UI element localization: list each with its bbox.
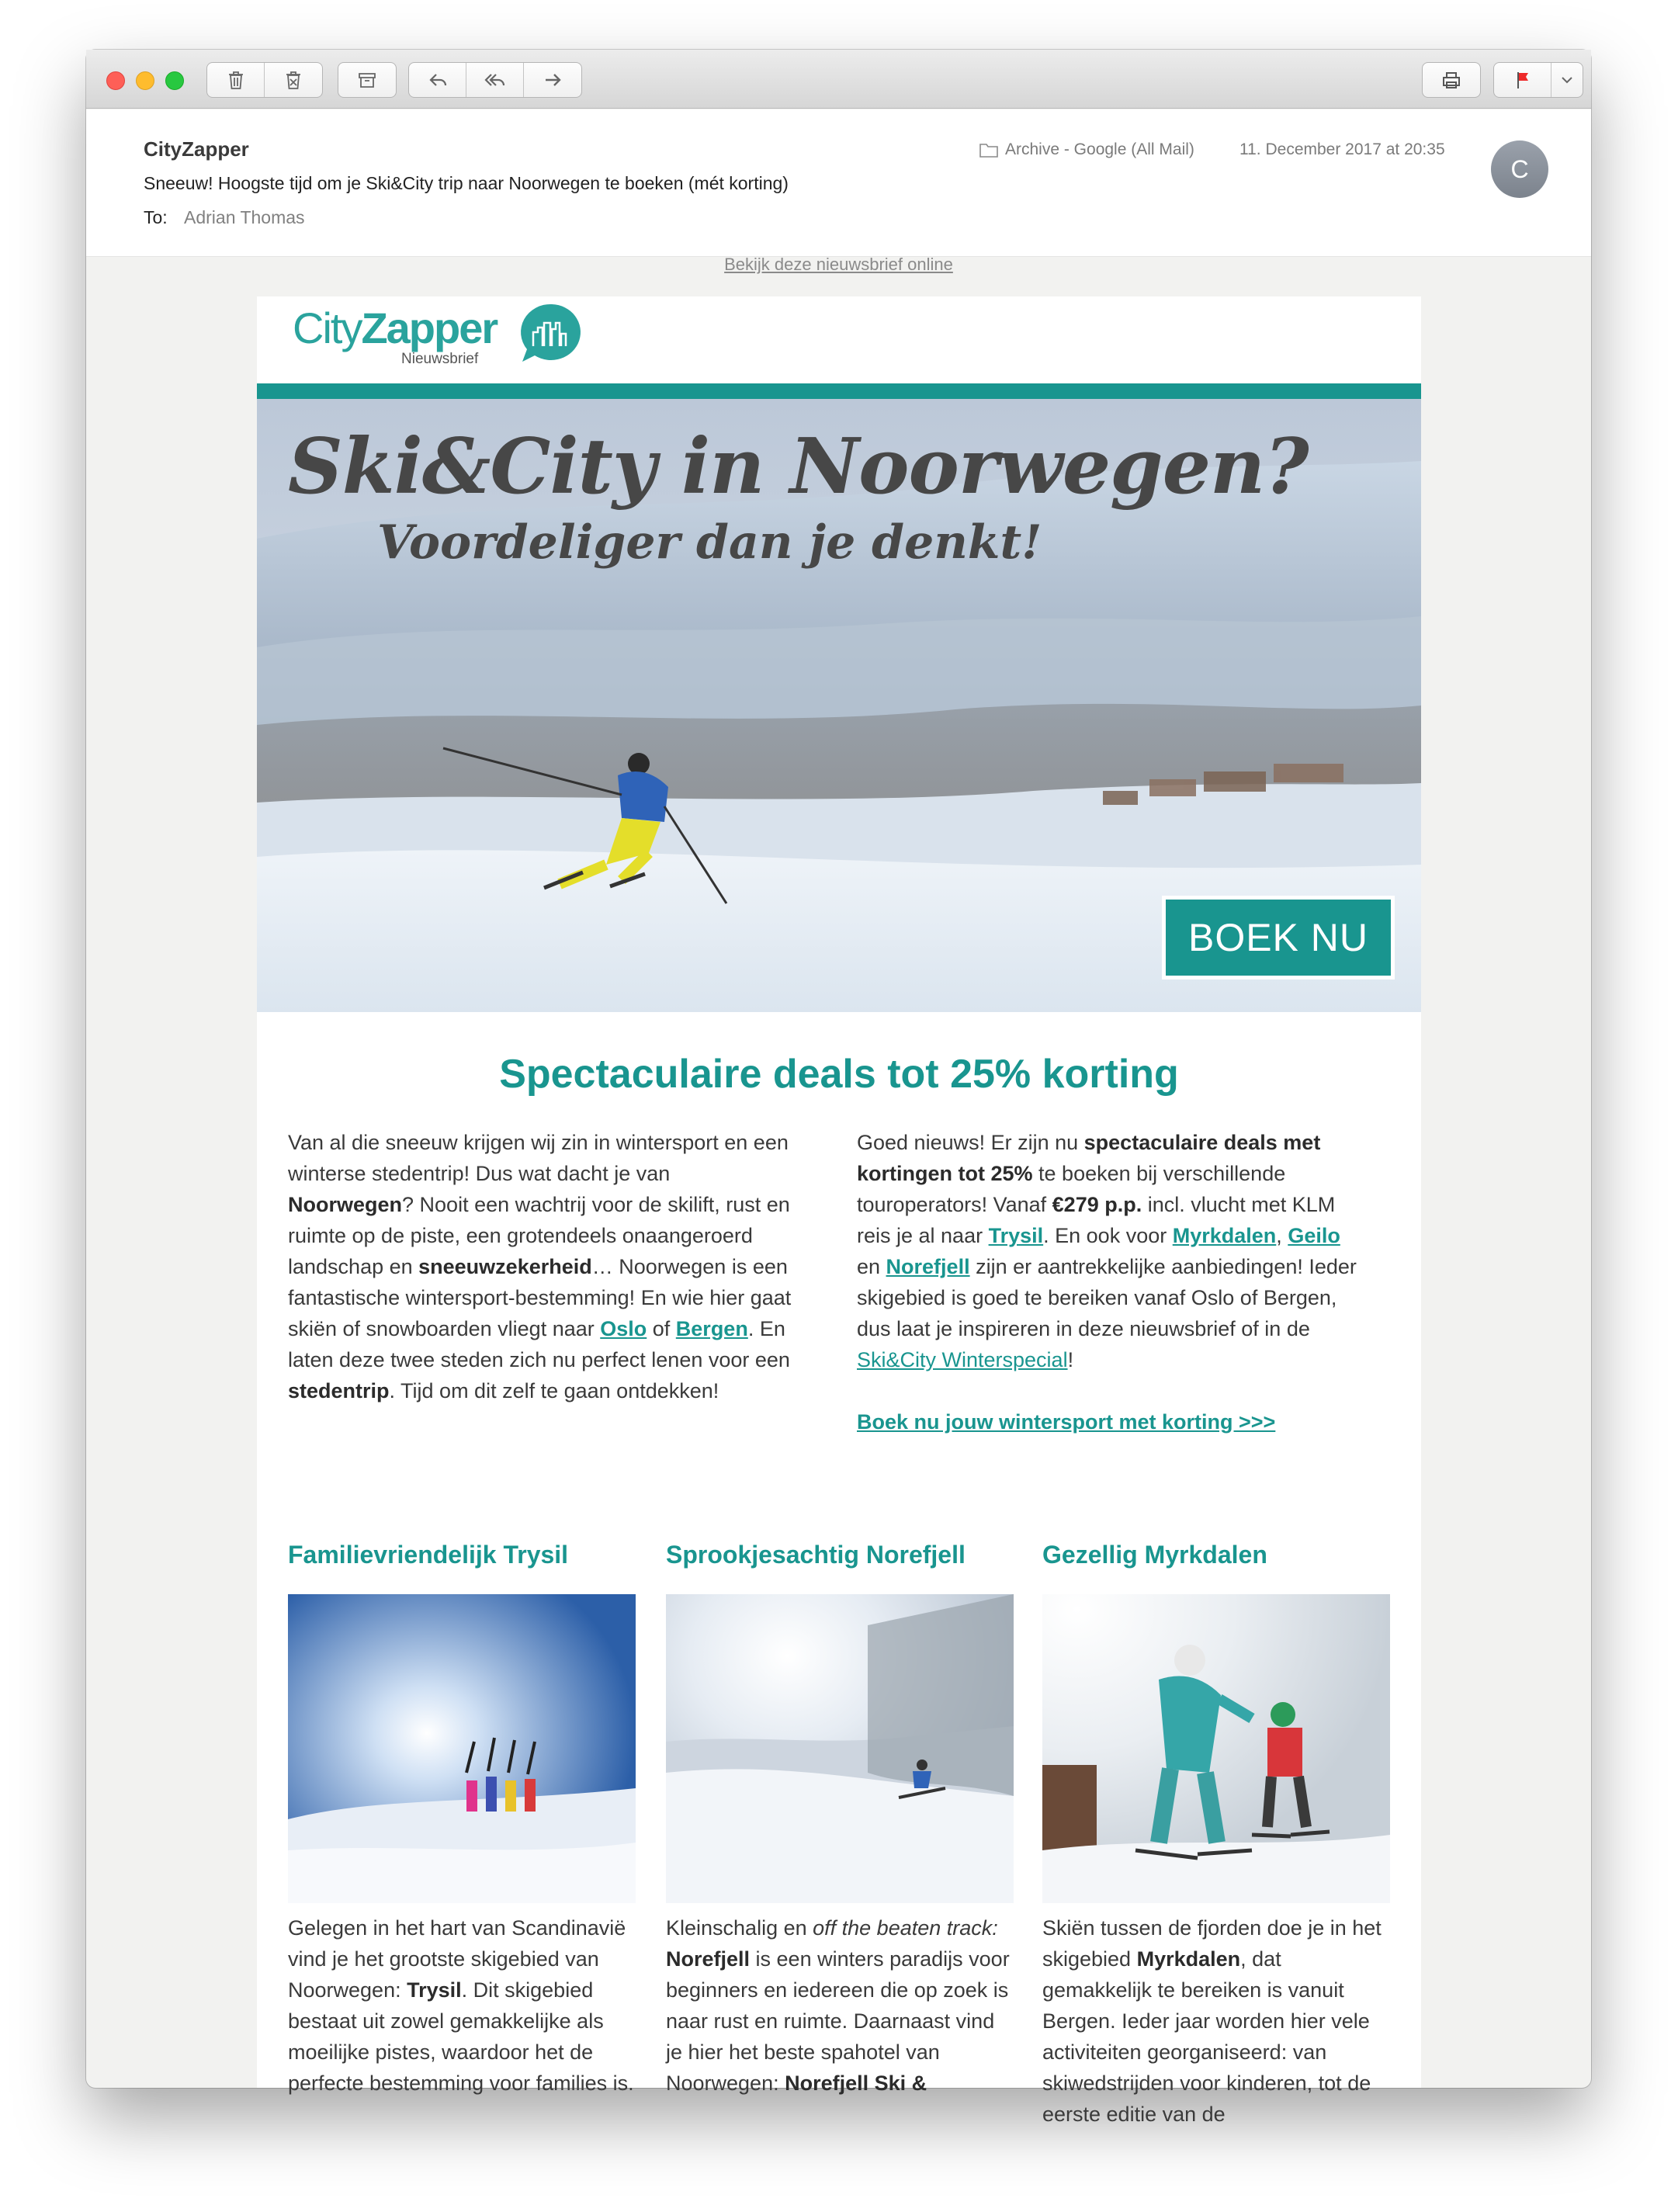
- reply-group: [408, 62, 582, 98]
- logo-zapper: Zapper: [361, 303, 498, 352]
- norefjell-link[interactable]: Norefjell: [886, 1255, 970, 1278]
- forward-icon[interactable]: [524, 63, 581, 97]
- city-bubble-icon: [519, 303, 584, 365]
- card-text-trysil: Gelegen in het hart van Scandinavië vind je het grootste skigebied van Noorwegen: Trysil. Dit skigebied bestaat uit zowel gemakkelijke als moeilijke pistes, waardoor het de perfecte bestemming voor families is.: [288, 1916, 634, 2095]
- card-text-myrkdalen: Skiën tussen de fjorden doe je in het skigebied Myrkdalen, dat gemakkelijk te bereiken is vanuit Bergen. Ieder jaar worden hier vele activiteiten georganiseerd: van skiwedstrijden voor kinderen, tot de eerste editie van de: [1042, 1916, 1382, 2126]
- archive-group: [338, 62, 397, 98]
- subject-line: Sneeuw! Hoogste tijd om je Ski&City trip naar Noorwegen te boeken (mét korting): [144, 173, 789, 193]
- message-header: [86, 109, 1591, 257]
- flag-group: [1493, 62, 1583, 98]
- close-window-button[interactable]: [106, 71, 125, 90]
- logo-city: City: [293, 303, 362, 352]
- mail-window: [86, 50, 1591, 2126]
- card-title-norefjell[interactable]: Sprookjesachtig Norefjell: [666, 1541, 966, 1569]
- flag-menu-chevron-icon[interactable]: [1551, 63, 1583, 97]
- view-online-link[interactable]: Bekijk deze nieuwsbrief online: [724, 255, 953, 274]
- reply-all-icon[interactable]: [466, 63, 524, 97]
- to-label: To:: [144, 207, 168, 227]
- avatar: C: [1491, 140, 1548, 198]
- card-title-trysil[interactable]: Familievriendelijk Trysil: [288, 1541, 569, 1569]
- print-group: [1422, 62, 1481, 98]
- hero-banner[interactable]: [257, 399, 1421, 1012]
- myrkdalen-link[interactable]: Myrkdalen: [1172, 1224, 1277, 1247]
- zoom-window-button[interactable]: [165, 71, 184, 90]
- teal-divider: [257, 383, 1421, 399]
- mailbox-folder[interactable]: [979, 140, 1194, 159]
- hero-title: Ski&City in Noorwegen?: [288, 422, 1309, 511]
- logo-subtitle: Nieuwsbrief: [401, 351, 479, 367]
- folder-icon: [979, 141, 999, 158]
- junk-icon[interactable]: [265, 63, 322, 97]
- print-icon[interactable]: [1423, 63, 1480, 97]
- card-title-myrkdalen[interactable]: Gezellig Myrkdalen: [1042, 1541, 1267, 1569]
- folder-label: Archive - Google (All Mail): [1005, 140, 1194, 158]
- hero-subtitle: Voordeliger dan je denkt!: [377, 515, 1042, 570]
- bergen-link[interactable]: Bergen: [675, 1317, 748, 1340]
- myrkdalen-image[interactable]: [1042, 1594, 1390, 1903]
- trysil-image[interactable]: [288, 1594, 636, 1903]
- boek-wintersport-link[interactable]: Boek nu jouw wintersport met korting >>>: [857, 1410, 1276, 1434]
- intro-right-paragraph: Goed nieuws! Er zijn nu spectaculaire deals met kortingen tot 25% te boeken bij verschillende touroperators! Vanaf €279 p.p. incl. vlucht met KLM reis je al naar Trysil. En ook voor Myrkdalen, Geilo en Norefjell zijn er aantrekkelijke aanbiedingen! Ieder skigebied is goed te bereiken vanaf Oslo of Bergen, dus laat je inspireren in deze nieuwsbrief of in de Ski&City Winterspecial! Boek nu jouw wintersport met korting >>>: [857, 1127, 1369, 1437]
- flag-icon[interactable]: [1494, 63, 1551, 97]
- reply-icon[interactable]: [409, 63, 466, 97]
- card-text-norefjell: Kleinschalig en off the beaten track: Norefjell is een winters paradijs voor beginners en iedereen die op zoek is naar rust en ruimte. Daarnaast vind je hier het beste spahotel van Noorwegen: Norefjell Ski &: [666, 1916, 1010, 2095]
- newsletter-logo[interactable]: [257, 296, 1421, 383]
- newsletter-body: [257, 296, 1421, 2126]
- delete-junk-group: [206, 62, 323, 98]
- archive-icon[interactable]: [338, 63, 396, 97]
- trysil-link[interactable]: Trysil: [988, 1224, 1044, 1247]
- intro-left-paragraph: Van al die sneeuw krijgen wij zin in wintersport en een winterse stedentrip! Dus wat dacht je van Noorwegen? Nooit een wachtrij voor de skilift, rust en ruimte op de piste, een grotendeels onaangeroerd landschap en sneeuwzekerheid… Noorwegen is een fantastische wintersport-bestemming! En wie hier gaat skiën of snowboarden vliegt naar Oslo of Bergen. En laten deze twee steden zich nu perfect lenen voor een stedentrip. Tijd om dit zelf te gaan ontdekken!: [288, 1131, 792, 1402]
- winterspecial-link[interactable]: Ski&City Winterspecial: [857, 1348, 1068, 1371]
- section-title: Spectaculaire deals tot 25% korting: [499, 1052, 1179, 1097]
- recipient-name[interactable]: Adrian Thomas: [184, 207, 305, 227]
- geilo-link[interactable]: Geilo: [1288, 1224, 1340, 1247]
- minimize-window-button[interactable]: [136, 71, 154, 90]
- norefjell-image[interactable]: [666, 1594, 1014, 1903]
- trash-icon[interactable]: [207, 63, 265, 97]
- oslo-link[interactable]: Oslo: [600, 1317, 647, 1340]
- toolbar: [86, 50, 1591, 109]
- boek-nu-button[interactable]: BOEK NU: [1162, 896, 1395, 979]
- message-date: 11. December 2017 at 20:35: [1239, 140, 1445, 158]
- sender-name: CityZapper: [144, 137, 249, 161]
